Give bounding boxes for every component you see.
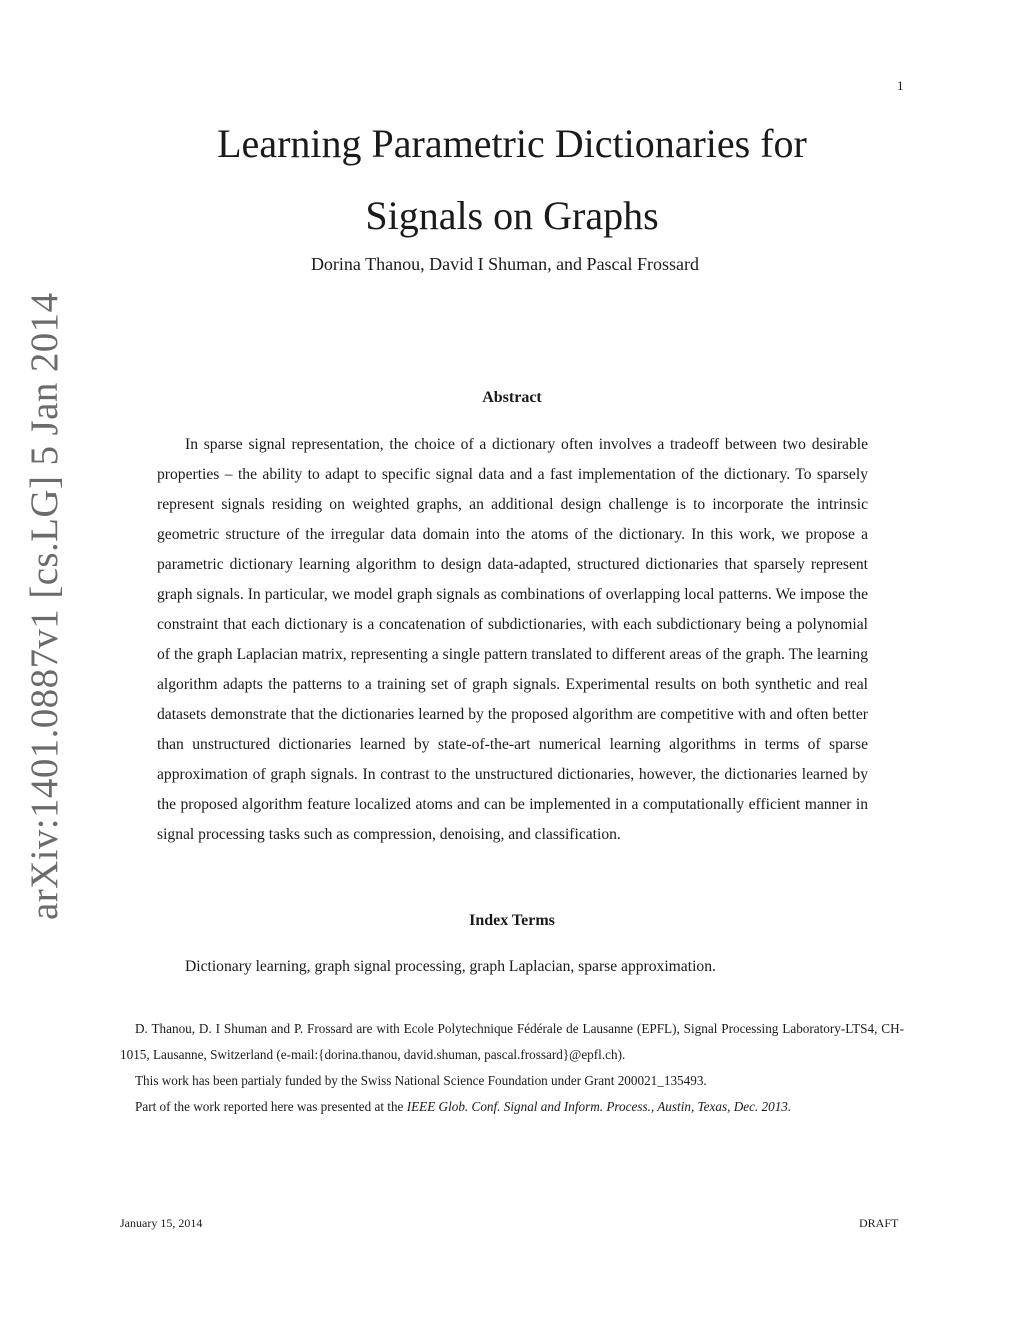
page-number: 1 bbox=[897, 78, 904, 93]
arxiv-identifier: arXiv:1401.0887v1 [cs.LG] 5 Jan 2014 bbox=[23, 292, 66, 920]
index-terms-heading: Index Terms bbox=[469, 912, 555, 929]
footnote-presentation-prefix: Part of the work reported here was presented at the bbox=[135, 1099, 407, 1114]
footnote-presentation bbox=[120, 1094, 904, 1120]
footer-date: January 15, 2014 bbox=[120, 1216, 203, 1230]
abstract-heading: Abstract bbox=[482, 389, 542, 406]
author-list: Dorina Thanou, David I Shuman, and Pascal Frossard bbox=[310, 254, 700, 274]
paper-title-line-1: Learning Parametric Dictionaries for bbox=[217, 121, 807, 166]
paper-title-line-2: Signals on Graphs bbox=[365, 193, 659, 238]
footnote-affiliation: D. Thanou, D. I Shuman and P. Frossard are with Ecole Polytechnique Fédérale de Lausanne (EPFL), Signal Processing Laboratory-LTS4, CH-1015, Lausanne, Switzerland (e-mail:{dorina.thanou, david.shuman, pascal.frossard}@epfl.ch). bbox=[120, 1021, 904, 1062]
footnote-funding: This work has been partialy funded by the Swiss National Science Foundation under Grant 200021_135493. bbox=[135, 1073, 707, 1088]
abstract-text: In sparse signal representation, the choice of a dictionary often involves a tradeoff between two desirable properties – the ability to adapt to specific signal data and a fast implementation of the dictionary. To sparsely represent signals residing on weighted graphs, an additional design challenge is to incorporate the intrinsic geometric structure of the irregular data domain into the atoms of the dictionary. In this work, we propose a parametric dictionary learning algorithm to design data-adapted, structured dictionaries that sparsely represent graph signals. In particular, we model graph signals as combinations of overlapping local patterns. We impose the constraint that each dictionary is a concatenation of subdictionaries, with each subdictionary being a polynomial of the graph Laplacian matrix, representing a single pattern translated to different areas of the graph. The learning algorithm adapts the patterns to a training set of graph signals. Experimental results on both synthetic and real datasets demonstrate that the dictionaries learned by the proposed algorithm are competitive with and often better than unstructured dictionaries learned by state-of-the-art numerical learning algorithms in terms of sparse approximation of graph signals. In contrast to the unstructured dictionaries, however, the dictionaries learned by the proposed algorithm feature localized atoms and can be implemented in a computationally efficient manner in signal processing tasks such as compression, denoising, and classification. bbox=[157, 436, 868, 843]
footer-draft-label: DRAFT bbox=[859, 1216, 899, 1230]
paper-title bbox=[0, 108, 1024, 252]
footnote-presentation-venue: IEEE Glob. Conf. Signal and Inform. Process., Austin, Texas, Dec. 2013. bbox=[406, 1099, 792, 1114]
index-terms-text: Dictionary learning, graph signal processing, graph Laplacian, sparse approximation. bbox=[185, 958, 716, 975]
footnotes bbox=[120, 1016, 904, 1120]
